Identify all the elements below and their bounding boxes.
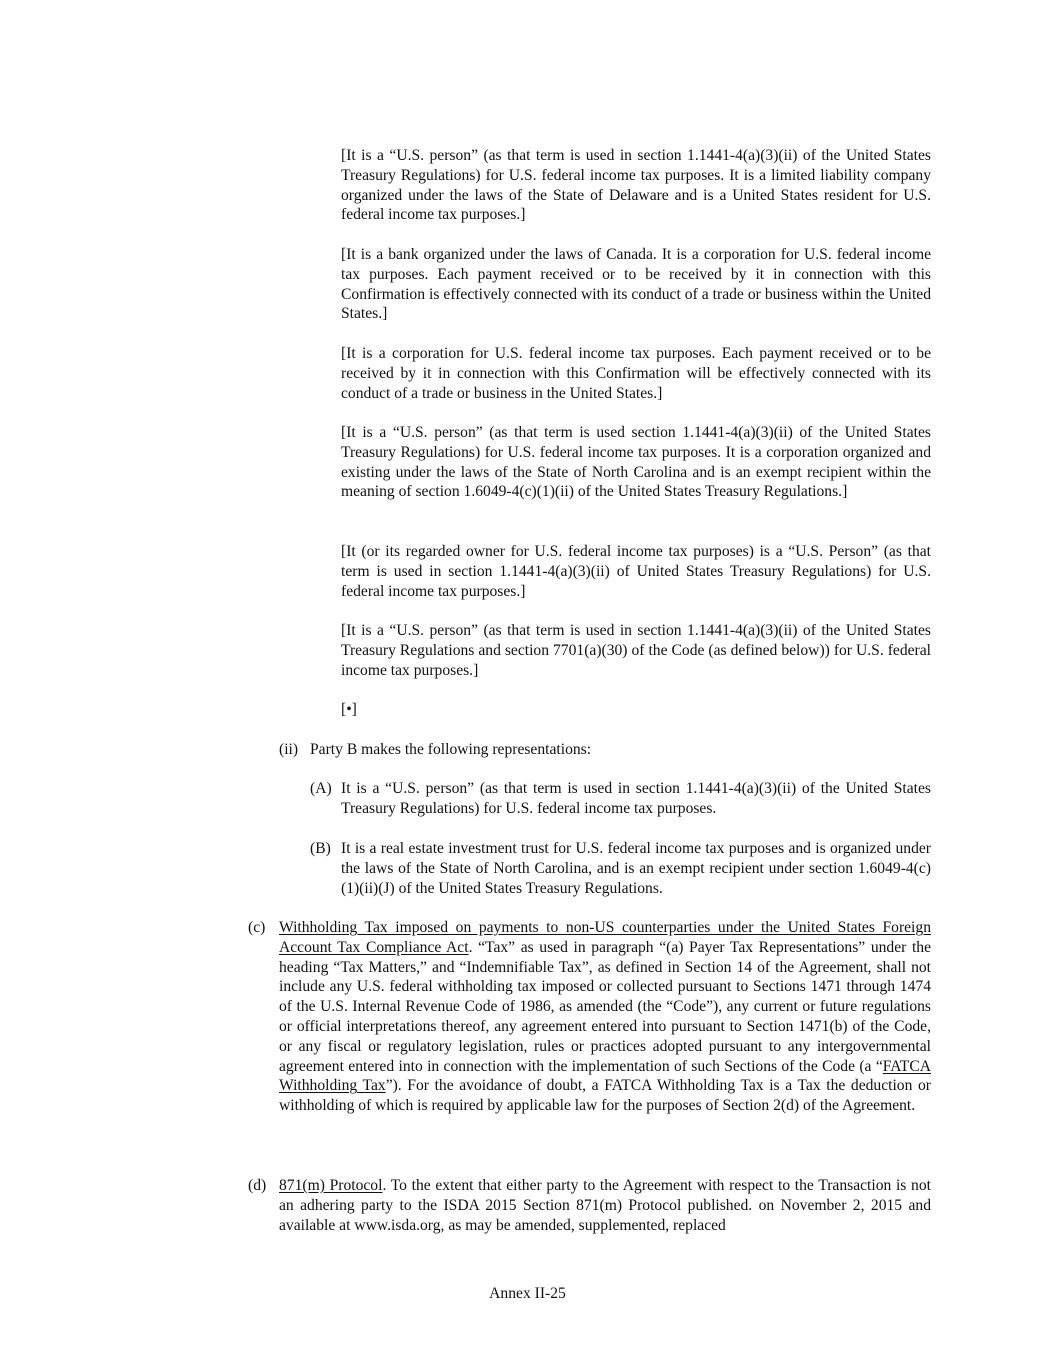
party-b-item-b-label: (B) — [310, 840, 331, 857]
party-b-item-a-text: It is a “U.S. person” (as that term is used in section 1.1441-4(a)(3)(ii) of the United States Treasury Regulations) for U.S. federal income tax purposes. — [341, 780, 931, 817]
party-a-option-1: [It is a “U.S. person” (as that term is used in section 1.1441-4(a)(3)(ii) of the United States Treasury Regulations) for U.S. federal income tax purposes. It is a limited liability company organized under the laws of the State of Delaware and is a United States resident for U.S. federal income tax purposes.] — [341, 147, 931, 224]
party-a-option-4: [It is a “U.S. person” (as that term is used section 1.1441-4(a)(3)(ii) of the United States Treasury Regulations) for U.S. federal income tax purposes. It is a corporation organized and existing under the laws of the State of North Carolina and is an exempt recipient within the meaning of section 1.6049-4(c)(1)(ii) of the United States Treasury Regulations.] — [341, 424, 931, 501]
party-b-item-a-label: (A) — [310, 780, 332, 797]
section-c-paragraph — [279, 918, 931, 1116]
party-b-intro: Party B makes the following representations: — [310, 741, 592, 758]
party-b-item-b-text: It is a real estate investment trust for U.S. federal income tax purposes and is organized under the laws of the State of North Carolina, and is an exempt recipient under section 1.6049-4(c)(1)(ii)(J) of the United States Treasury Regulations. — [341, 840, 931, 897]
section-d-paragraph — [279, 1176, 931, 1235]
party-a-option-3: [It is a corporation for U.S. federal income tax purposes. Each payment received or to be received by it in connection with this Confirmation will be effectively connected with its conduct of a trade or business in the United States.] — [341, 345, 931, 402]
party-b-label: (ii) — [279, 741, 299, 758]
section-d-heading: 871(m) Protocol — [279, 1177, 383, 1194]
section-c-text-2: ”). For the avoidance of doubt, a FATCA Withholding Tax is a Tax the deduction or withholding of which is required by applicable law for the purposes of Section 2(d) of the Agreement. — [279, 1077, 931, 1115]
page-footer: Annex II-25 — [489, 1285, 566, 1302]
party-a-option-placeholder: [•] — [341, 701, 357, 718]
fatca-withholding-tax-term: FATCA Withholding Tax — [279, 1057, 931, 1095]
party-a-option-2: [It is a bank organized under the laws of Canada. It is a corporation for U.S. federal income tax purposes. Each payment received or to be received by it in connection with this Confirmation is effectively connected with its conduct of a trade or business within the United States.] — [341, 246, 931, 323]
section-c-label: (c) — [248, 919, 266, 936]
section-d-label: (d) — [248, 1177, 267, 1194]
party-a-option-6: [It is a “U.S. person” (as that term is used in section 1.1441-4(a)(3)(ii) of the United States Treasury Regulations and section 7701(a)(30) of the Code (as defined below)) for U.S. federal income tax purposes.] — [341, 622, 931, 679]
section-c-heading: Withholding Tax imposed on payments to non-US counterparties under the United States Foreign Account Tax Compliance Act — [279, 919, 931, 956]
party-a-option-5: [It (or its regarded owner for U.S. federal income tax purposes) is a “U.S. Person” (as that term is used in section 1.1441-4(a)(3)(ii) of United States Treasury Regulations) for U.S. federal income tax purposes.] — [341, 543, 931, 600]
section-c-text-1: . “Tax” as used in paragraph “(a) Payer Tax Representations” under the heading “Tax Matters,” and “Indemnifiable Tax”, as defined in Section 14 of the Agreement, shall not include any U.S. federal withholding tax imposed or collected pursuant to Sections 1471 through 1474 of the U.S. Internal Revenue Code of 1986, as amended (the “Code”), any current or future regulations or official interpretations thereof, any agreement entered into pursuant to Section 1471(b) of the Code, or any fiscal or regulatory legislation, rules or practices adopted pursuant to any intergovernmental agreement entered into in connection with the implementation of such Sections of the Code (a “ — [279, 938, 931, 1075]
section-d-text: . To the extent that either party to the Agreement with respect to the Transaction is not an adhering party to the ISDA 2015 Section 871(m) Protocol published. on November 2, 2015 and available at www.isda.org, as may be amended, supplemented, replaced — [279, 1177, 931, 1234]
